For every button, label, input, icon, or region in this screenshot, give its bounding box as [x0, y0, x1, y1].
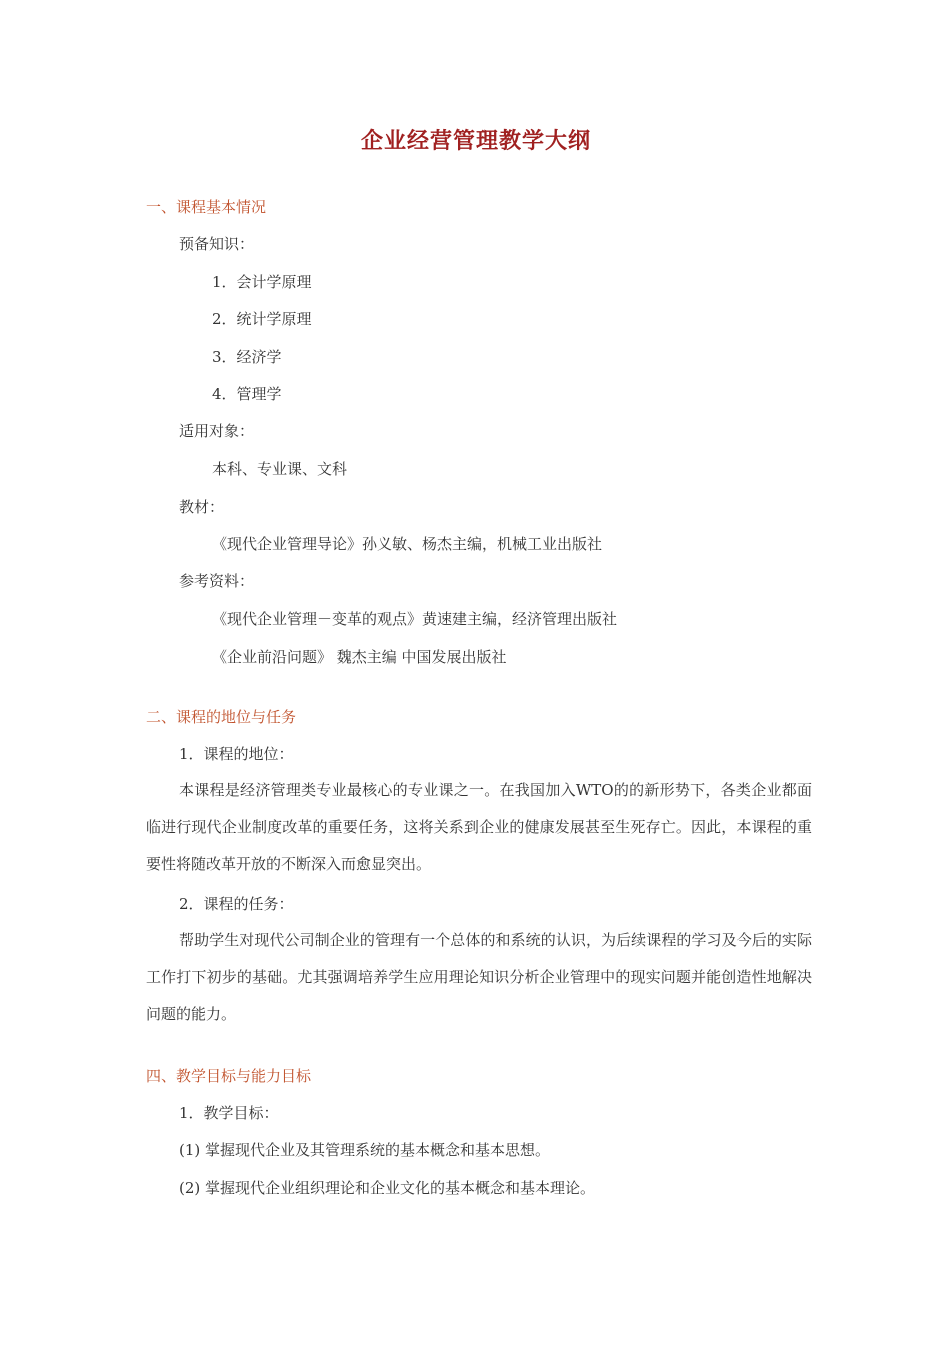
reference-item: 《企业前沿问题》 魏杰主编 中国发展出版社 [212, 648, 507, 666]
prereq-item: 3．经济学 [212, 348, 282, 366]
section-1-heading: 一、课程基本情况 [146, 198, 267, 216]
section-4-heading: 四、教学目标与能力目标 [146, 1067, 312, 1085]
prereq-item: 1．会计学原理 [212, 273, 312, 291]
prereq-item: 2．统计学原理 [212, 310, 312, 328]
position-paragraph: 本课程是经济管理类专业最核心的专业课之一。在我国加入WTO的的新形势下，各类企业都面临进行现代企业制度改革的重要任务，这将关系到企业的健康发展甚至生死存亡。因此，本课程的重要性将随改革开放的不断深入而愈显突出。 [146, 781, 812, 873]
goal-item: (1) 掌握现代企业及其管理系统的基本概念和基本思想。 [179, 1141, 551, 1159]
textbook-label: 教材： [179, 498, 225, 516]
task-label: 2．课程的任务： [179, 895, 294, 913]
section-2-heading: 二、课程的地位与任务 [146, 708, 297, 726]
task-paragraph: 帮助学生对现代公司制企业的管理有一个总体的和系统的认识，为后续课程的学习及今后的实际工作打下初步的基础。尤其强调培养学生应用理论知识分析企业管理中的现实问题并能创造性地解决问题的能力。 [146, 931, 812, 1023]
prereq-item: 4．管理学 [212, 385, 282, 403]
goal-label: 1．教学目标： [179, 1104, 279, 1122]
position-label: 1．课程的地位： [179, 745, 294, 763]
document-title: 企业经营管理教学大纲 [360, 128, 591, 154]
prereq-label: 预备知识： [179, 235, 255, 253]
refs-label: 参考资料： [179, 572, 255, 590]
audience-label: 适用对象： [179, 422, 255, 440]
audience-value: 本科、专业课、文科 [212, 460, 348, 478]
textbook-value: 《现代企业管理导论》孙义敏、杨杰主编，机械工业出版社 [212, 535, 603, 553]
goal-item: (2) 掌握现代企业组织理论和企业文化的基本概念和基本理论。 [179, 1179, 596, 1197]
reference-item: 《现代企业管理－变革的观点》黄速建主编，经济管理出版社 [212, 610, 618, 628]
